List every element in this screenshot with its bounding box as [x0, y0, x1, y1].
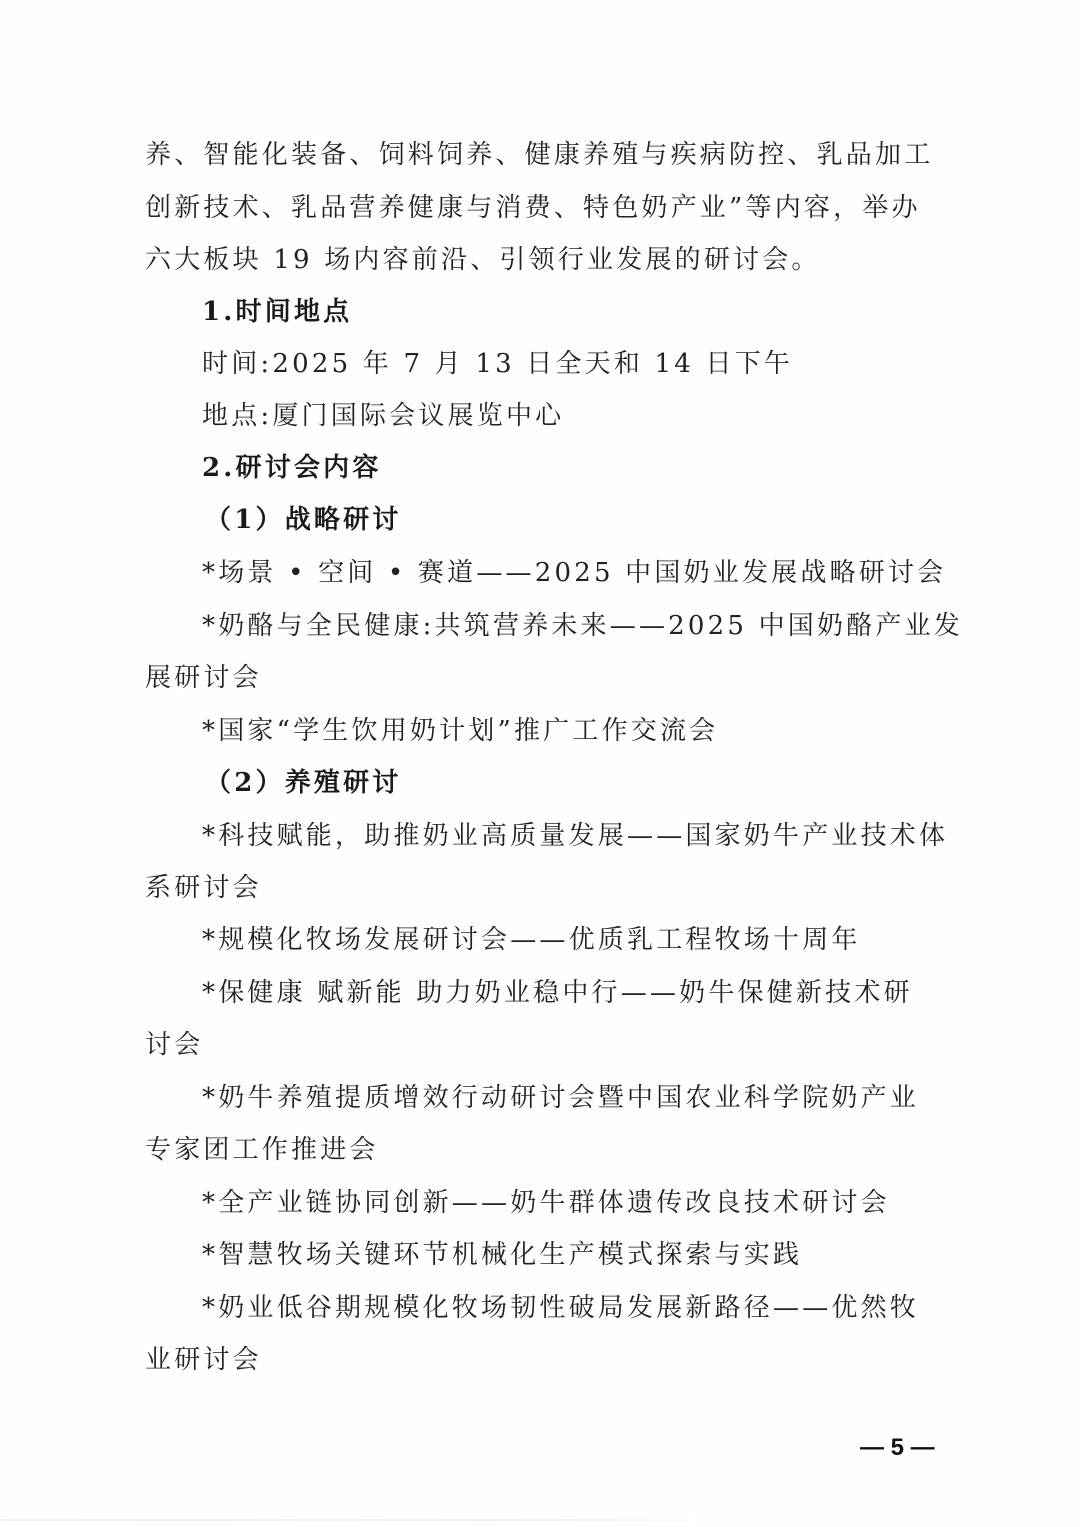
seminar-item-continuation: 系研讨会: [145, 873, 262, 903]
seminar-item-continuation: 业研讨会: [145, 1345, 262, 1375]
seminar-item-continuation: 专家团工作推进会: [145, 1135, 379, 1165]
event-location: 地点:厦门国际会议展览中心: [202, 401, 565, 431]
scan-artifact-divider: [0, 1519, 700, 1521]
seminar-item: *奶业低谷期规模化牧场韧性破局发展新路径——优然牧: [202, 1293, 920, 1323]
seminar-item: *奶酪与全民健康:共筑营养未来——2025 中国奶酪产业发: [202, 611, 963, 641]
seminar-item: *奶牛养殖提质增效行动研讨会暨中国农业科学院奶产业: [202, 1083, 920, 1113]
seminar-item: *场景 • 空间 • 赛道——2025 中国奶业发展战略研讨会: [202, 558, 947, 588]
seminar-item: *科技赋能，助推奶业高质量发展——国家奶牛产业技术体: [202, 821, 949, 851]
subsection-heading-breeding: （2）养殖研讨: [205, 768, 402, 798]
page-number: — 5 —: [860, 1434, 935, 1461]
subsection-heading-strategy: （1）战略研讨: [205, 505, 402, 535]
seminar-item: *智慧牧场关键环节机械化生产模式探索与实践: [202, 1240, 803, 1270]
seminar-item-continuation: 讨会: [145, 1030, 204, 1060]
seminar-item: *保健康 赋新能 助力奶业稳中行——奶牛保健新技术研: [202, 978, 913, 1008]
seminar-item: *国家“学生饮用奶计划”推广工作交流会: [202, 716, 719, 746]
seminar-item: *全产业链协同创新——奶牛群体遗传改良技术研讨会: [202, 1188, 890, 1218]
section-heading-seminar-content: 2.研讨会内容: [202, 453, 382, 483]
seminar-item-continuation: 展研讨会: [145, 663, 262, 693]
seminar-item: *规模化牧场发展研讨会——优质乳工程牧场十周年: [202, 925, 861, 955]
paragraph-line: 六大板块 19 场内容前沿、引领行业发展的研讨会。: [145, 245, 821, 275]
paragraph-line: 创新技术、乳品营养健康与消费、特色奶产业”等内容，举办: [145, 193, 921, 223]
section-heading-time-location: 1.时间地点: [202, 297, 353, 327]
paragraph-line: 养、智能化装备、饲料饲养、健康养殖与疾病防控、乳品加工: [145, 140, 934, 170]
event-time: 时间:2025 年 7 月 13 日全天和 14 日下午: [202, 349, 794, 379]
